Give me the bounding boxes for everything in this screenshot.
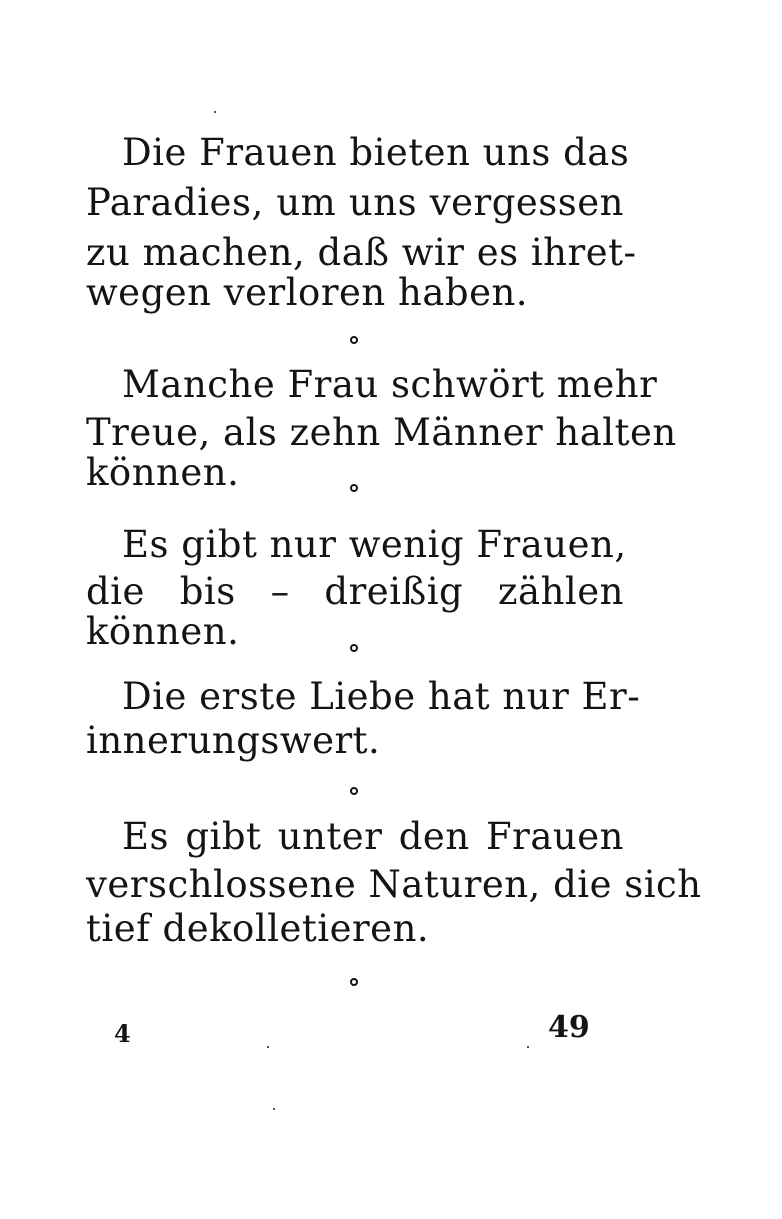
- aphorism-1-line-2: Paradies, um uns vergessen: [86, 181, 624, 224]
- signature-mark: 4: [114, 1019, 131, 1048]
- scan-speck: [273, 1108, 275, 1110]
- separator-ornament: [350, 484, 358, 492]
- aphorism-4-line-1: Die erste Liebe hat nur Er-: [122, 675, 641, 718]
- separator-ornament: [350, 336, 358, 344]
- aphorism-5-line-2: verschlossene Naturen, die sich: [86, 863, 702, 906]
- scan-speck: [527, 1046, 529, 1048]
- aphorism-3-line-2: die bis – dreißig zählen: [86, 570, 624, 613]
- aphorism-5-line-3: tief dekolletieren.: [86, 907, 430, 950]
- aphorism-2-line-3: können.: [86, 451, 240, 494]
- aphorism-5-line-1: Es gibt unter den Frauen: [122, 815, 624, 858]
- page-number: 49: [548, 1010, 590, 1045]
- aphorism-1-line-3: zu machen, daß wir es ihret-: [86, 231, 637, 274]
- aphorism-2-line-1: Manche Frau schwört mehr: [122, 363, 658, 406]
- aphorism-1-line-1: Die Frauen bieten uns das: [122, 131, 630, 174]
- separator-ornament: [350, 787, 358, 795]
- aphorism-3-line-3: können.: [86, 610, 240, 653]
- aphorism-4-line-2: innerungswert.: [86, 719, 381, 762]
- aphorism-1-line-4: wegen verloren haben.: [86, 271, 529, 314]
- aphorism-2-line-2: Treue, als zehn Männer halten: [86, 411, 677, 454]
- separator-ornament: [350, 644, 358, 652]
- separator-ornament: [350, 978, 358, 986]
- aphorism-3-line-1: Es gibt nur wenig Frauen,: [122, 523, 627, 566]
- scan-speck: [267, 1046, 269, 1048]
- scan-speck: [214, 111, 216, 113]
